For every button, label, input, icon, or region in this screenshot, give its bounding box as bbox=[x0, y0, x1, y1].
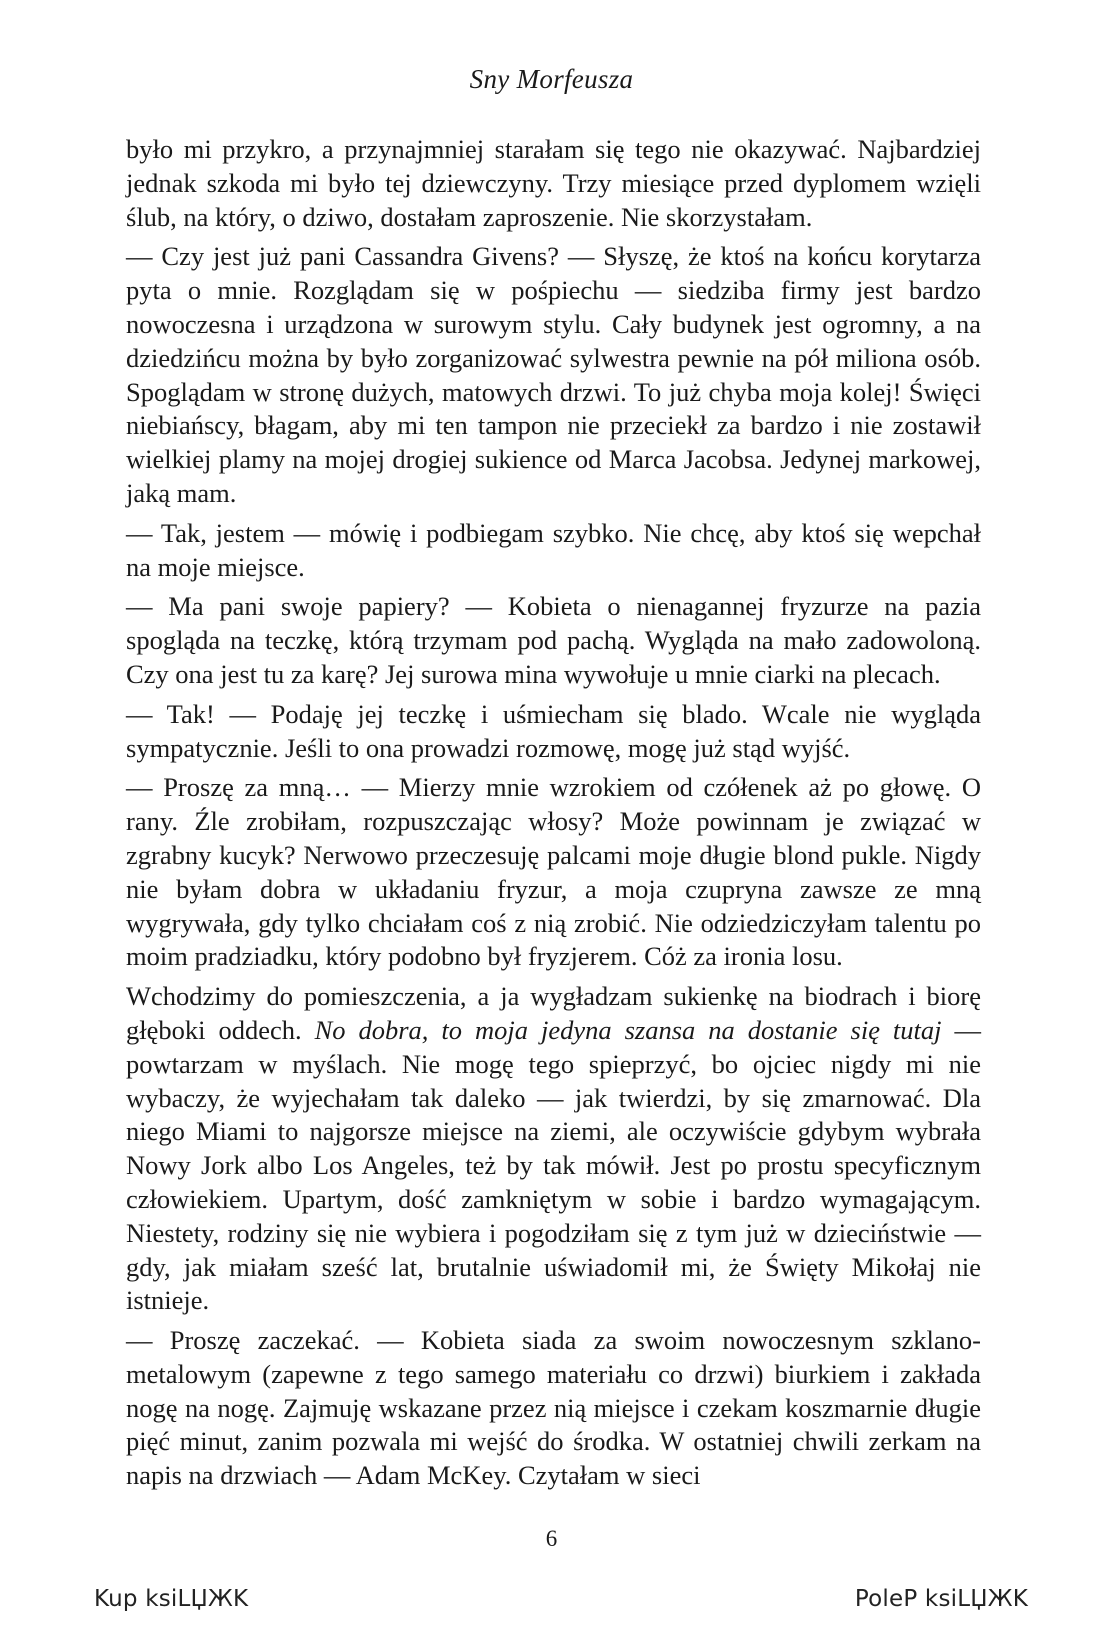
body-text bbox=[126, 133, 981, 1499]
paragraph: — Proszę za mną… — Mierzy mnie wzrokiem od czółenek aż po głowę. O rany. Źle zrobiłam, rozpuszczając włosy? Może powinnam je związać w zgrabny kucyk? Nerwowo przeczesuję palcami moje długie blond pukle. Nigdy nie byłam dobra w układaniu fryzur, a moja czupryna zawsze ze mną wygrywała, gdy tylko chciałam coś z nią zrobić. Nie odziedziczyłam talentu po moim pradziadku, który podobno był fryzjerem. Cóż za ironia losu. bbox=[126, 772, 981, 972]
paragraph: — Proszę zaczekać. — Kobieta siada za swoim nowoczesnym szklano-metalowym (zapewne z tego samego materiału co drzwi) biurkiem i zakłada nogę na nogę. Zajmuję wskazane przez nią miejsce i czekam koszmarnie długie pięć minut, zanim pozwala mi wejść do środka. W ostatniej chwili zerkam na napis na drzwiach — Adam McKey. Czytałam w sieci bbox=[126, 1325, 981, 1491]
paragraph: — Czy jest już pani Cassandra Givens? — Słyszę, że ktoś na końcu korytarza pyta o mnie. Rozglądam się w pośpiechu — siedziba firmy jest bardzo nowoczesna i urządzona w surowym stylu. Cały budynek jest ogromny, a na dziedzińcu można by było zorganizować sylwestra pewnie na pół miliona osób. Spoglądam w stronę dużych, matowych drzwi. To już chyba moja kolej! Święci niebiańscy, błagam, aby mi ten tampon nie przeciekł za bardzo i nie zostawił wielkiej plamy na mojej drogiej sukience od Marca Jacobsa. Jedynej markowej, jaką mam. bbox=[126, 241, 981, 508]
paragraph: — Ma pani swoje papiery? — Kobieta o nienagannej fryzurze na pazia spogląda na teczkę, którą trzymam pod pachą. Wygląda na mało zadowoloną. Czy ona jest tu za karę? Jej surowa mina wywołuje u mnie ciarki na plecach. bbox=[126, 591, 981, 689]
buy-book-link[interactable]: Kup ksiLЏЖK bbox=[94, 1586, 249, 1612]
page-number: 6 bbox=[545, 1526, 558, 1551]
paragraph bbox=[126, 980, 981, 1318]
paragraph: — Tak, jestem — mówię i podbiegam szybko. Nie chcę, aby ktoś się wepchał na moje miejsce. bbox=[126, 517, 981, 582]
paragraph-text: — powtarzam w myślach. Nie mogę tego spieprzyć, bo ojciec nigdy mi nie wybaczy, że wyjechałam tak daleko — jak twierdzi, by się zmarnować. Dla niego Miami to najgorsze miejsce na ziemi, ale oczywiście gdybym wybrała Nowy Jork albo Los Angeles, też by tak mówił. Jest po prostu specyficznym człowiekiem. Upartym, dość zamkniętym w sobie i bardzo wymagającym. Niestety, rodziny się nie wybiera i pogodziłam się z tym już w dzieciństwie — gdy, jak miałam sześć lat, brutalnie uświadomił mi, że Święty Mikołaj nie istnieje. bbox=[126, 1014, 982, 1316]
running-title: Sny Morfeusza bbox=[469, 64, 634, 94]
recommend-book-link[interactable]: PoleP ksiLЏЖK bbox=[854, 1586, 1028, 1612]
paragraph: było mi przykro, a przynajmniej starałam się tego nie okazywać. Najbardziej jednak szkoda mi było tej dziewczyny. Trzy miesiące przed dyplomem wzięli ślub, na który, o dziwo, dostałam zaproszenie. Nie skorzystałam. bbox=[126, 134, 981, 232]
italic-thought: No dobra, to moja jedyna szansa na dostanie się tutaj bbox=[314, 1014, 942, 1045]
paragraph-text: Wchodzimy do pomieszczenia, a ja wygładzam sukienkę na biodrach i biorę głęboki oddech. bbox=[126, 981, 981, 1045]
paragraph: — Tak! — Podaję jej teczkę i uśmiecham się blado. Wcale nie wygląda sympatycznie. Jeśli to ona prowadzi rozmowę, mogę już stąd wyjść. bbox=[126, 698, 981, 763]
